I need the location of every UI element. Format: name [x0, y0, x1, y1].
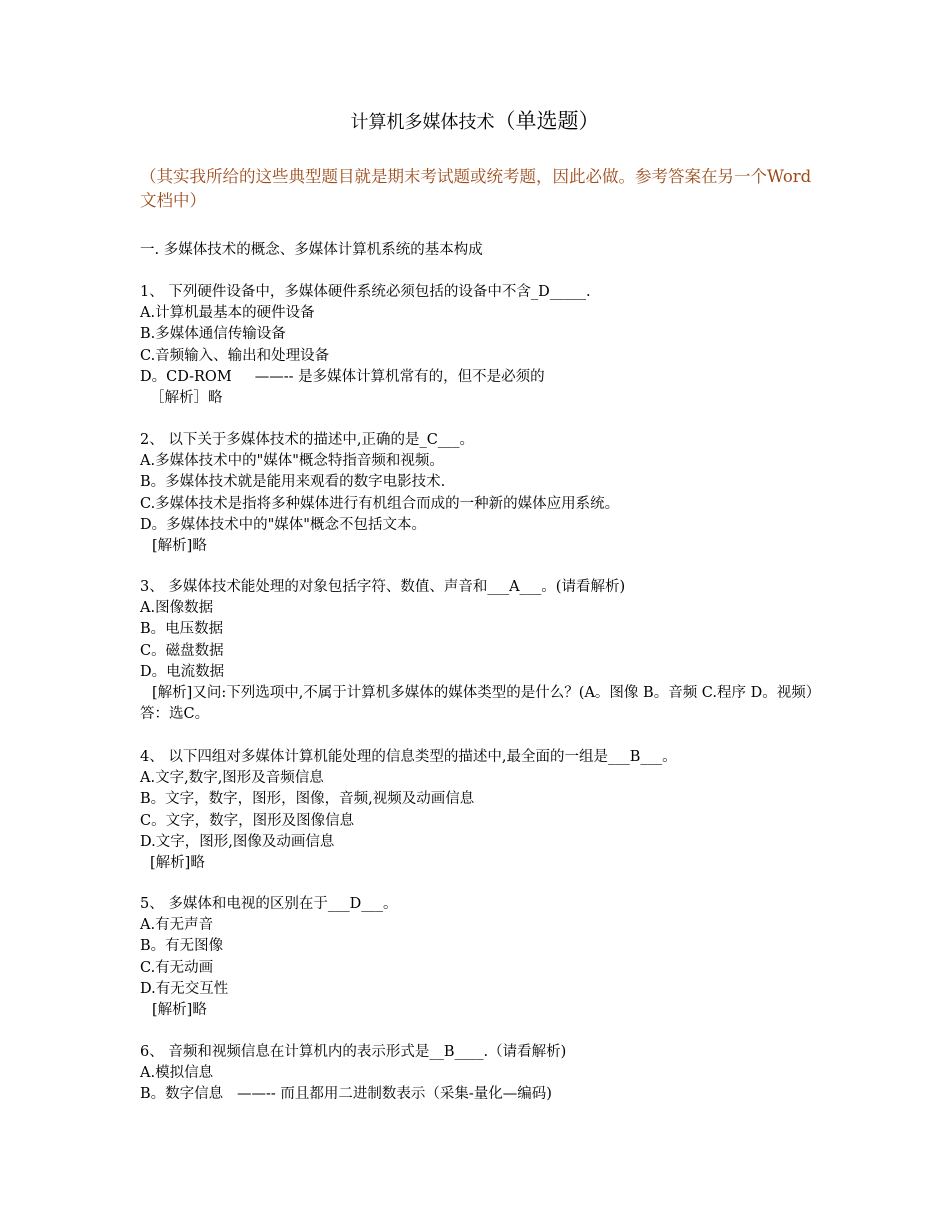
- option-b: B。有无图像: [140, 938, 224, 955]
- question-stem: 4、 以下四组对多媒体计算机能处理的信息类型的描述中,最全面的一组是___B___。: [140, 749, 677, 765]
- question-stem: 1、 下列硬件设备中，多媒体硬件系统必须包括的设备中不含_D_____.: [140, 284, 591, 300]
- option-b: B。数字信息 ——-- 而且都用二进制数表示（采集-量化—编码): [140, 1086, 552, 1103]
- section-heading: 一. 多媒体技术的概念、多媒体计算机系统的基本构成: [140, 242, 483, 258]
- option-a: A.文字,数字,图形及音频信息: [140, 770, 324, 787]
- question-stem: 3、 多媒体技术能处理的对象包括字符、数值、声音和___A___。(请看解析): [140, 579, 626, 595]
- option-b: B.多媒体通信传输设备: [140, 326, 286, 343]
- note-text: （其实我所给的这些典型题目就是期末考试题或统考题，因此必做。参考答案在另一个Word文档中）: [140, 167, 812, 210]
- option-c: C.多媒体技术是指将多种媒体进行有机组合而成的一种新的媒体应用系统。: [140, 495, 620, 512]
- option-a: A.多媒体技术中的"媒体"概念特指音频和视频。: [140, 453, 444, 470]
- option-d: D.有无交互性: [140, 980, 229, 997]
- option-a: A.图像数据: [140, 600, 214, 617]
- analysis: [解析]略: [152, 1001, 207, 1018]
- option-d: D.文字，图形,图像及动画信息: [140, 833, 335, 850]
- option-c: C。文字，数字，图形及图像信息: [140, 812, 355, 829]
- analysis: [解析]又问:下列选项中,不属于计算机多媒体的媒体类型的是什么？(A。图像 B。音频 C.程序 D。视频）答：选C。: [140, 684, 821, 723]
- question-stem: 5、 多媒体和电视的区别在于___D___。: [140, 896, 398, 912]
- question-stem: 2、 以下关于多媒体技术的描述中,正确的是_C___。: [140, 432, 475, 448]
- analysis: ［解析］略: [150, 389, 223, 406]
- question-4: [140, 747, 830, 874]
- option-b: B。电压数据: [140, 621, 224, 638]
- analysis: [解析]略: [150, 854, 205, 871]
- question-3: [140, 577, 830, 725]
- option-a: A.有无声音: [140, 917, 214, 934]
- question-6: [140, 1042, 830, 1106]
- option-d: D。电流数据: [140, 663, 225, 680]
- question-2: [140, 430, 830, 557]
- option-c: C.有无动画: [140, 959, 214, 976]
- option-a: A.模拟信息: [140, 1065, 214, 1082]
- title-main: 计算机多媒体技术: [350, 112, 495, 133]
- analysis: [解析]略: [152, 537, 207, 554]
- page-title: [0, 108, 950, 136]
- option-c: C。磁盘数据: [140, 642, 224, 659]
- question-stem: 6、 音频和视频信息在计算机内的表示形式是__B____.（请看解析): [140, 1044, 567, 1060]
- question-1: [140, 282, 830, 409]
- option-d: D。CD-ROM ——-- 是多媒体计算机常有的，但不是必须的: [140, 368, 545, 385]
- option-c: C.音频输入、输出和处理设备: [140, 347, 330, 364]
- title-paren: （单选题）: [494, 109, 600, 133]
- option-b: B。多媒体技术就是能用来观看的数字电影技术.: [140, 474, 446, 491]
- option-a: A.计算机最基本的硬件设备: [140, 305, 315, 322]
- question-5: [140, 894, 830, 1021]
- option-d: D。多媒体技术中的"媒体"概念不包括文本。: [140, 516, 426, 533]
- option-b: B。文字，数字，图形，图像，音频,视频及动画信息: [140, 791, 475, 808]
